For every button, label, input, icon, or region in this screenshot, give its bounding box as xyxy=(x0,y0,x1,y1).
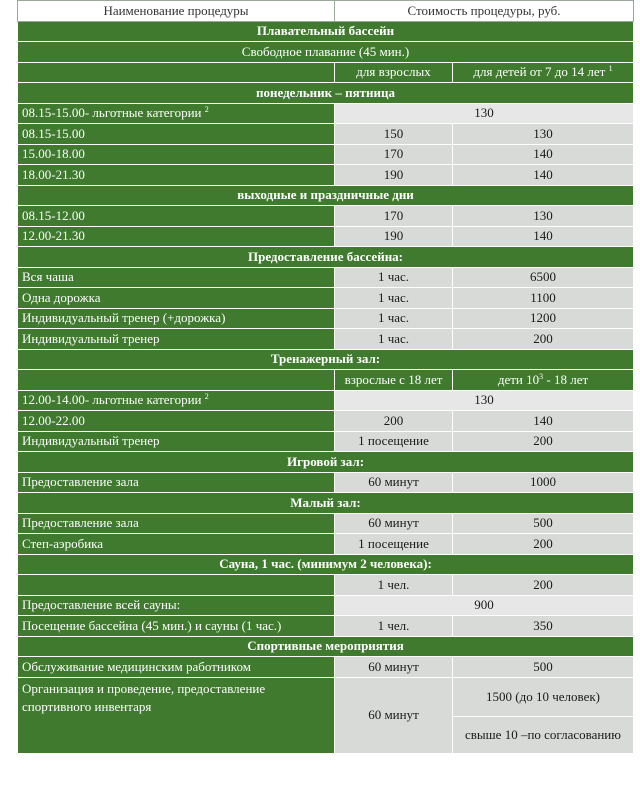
row-price: 200 xyxy=(453,329,634,350)
row-unit: 1 чел. xyxy=(335,575,453,596)
row-unit: 1 час. xyxy=(335,288,453,309)
row-price: 1000 xyxy=(453,472,634,493)
row-price-note: свыше 10 –по согласованию xyxy=(453,716,634,753)
table-row xyxy=(18,575,634,596)
table-row xyxy=(18,513,634,534)
section-row xyxy=(18,554,634,575)
row-unit: 1 час. xyxy=(335,308,453,329)
row-price: 1200 xyxy=(453,308,634,329)
table-row xyxy=(18,226,634,247)
row-name: Индивидуальный тренер xyxy=(18,431,335,452)
row-name: 08.15-15.00 xyxy=(18,124,335,145)
row-unit: 60 минут xyxy=(335,657,453,678)
section-title-weekend: выходные и праздничные дни xyxy=(18,185,634,206)
section-row xyxy=(18,83,634,104)
footnote-marker: 1 xyxy=(608,64,613,74)
table-row xyxy=(18,390,634,411)
table-row xyxy=(18,267,634,288)
section-title-sauna: Сауна, 1 час. (минимум 2 человека): xyxy=(18,554,634,575)
row-price-child: 130 xyxy=(453,124,634,145)
subsection-row xyxy=(18,42,634,63)
column-labels-row xyxy=(18,62,634,83)
table-row xyxy=(18,124,634,145)
row-unit: 60 минут xyxy=(335,677,453,753)
section-title-events: Спортивные мероприятия xyxy=(18,636,634,657)
table-row xyxy=(18,431,634,452)
row-name: Организация и проведение, предоставление спортивного инвентаря xyxy=(18,677,335,753)
col-label-children-b: - 18 лет xyxy=(543,371,589,387)
row-name: 12.00-21.30 xyxy=(18,226,335,247)
section-title-small-hall: Малый зал: xyxy=(18,493,634,514)
column-labels-row xyxy=(18,370,634,391)
section-title-game-hall: Игровой зал: xyxy=(18,452,634,473)
section-row xyxy=(18,636,634,657)
row-unit: 1 посещение xyxy=(335,534,453,555)
row-price: 130 xyxy=(335,390,634,411)
col-label-children xyxy=(453,370,634,391)
table-row xyxy=(18,616,634,637)
table-header-row xyxy=(18,1,634,22)
row-price: 6500 xyxy=(453,267,634,288)
table-row xyxy=(18,165,634,186)
row-unit: 1 час. xyxy=(335,329,453,350)
row-name: 15.00-18.00 xyxy=(18,144,335,165)
table-row xyxy=(18,206,634,227)
table-row xyxy=(18,308,634,329)
section-row xyxy=(18,493,634,514)
col-label-children-text: для детей от 7 до 14 лет xyxy=(473,64,606,80)
row-price: 350 xyxy=(453,616,634,637)
table-row xyxy=(18,288,634,309)
table-row xyxy=(18,595,634,616)
row-name: Степ-аэробика xyxy=(18,534,335,555)
section-title-gym: Тренажерный зал: xyxy=(18,349,634,370)
row-price-child: 140 xyxy=(453,411,634,432)
row-name: Предоставление зала xyxy=(18,513,335,534)
section-row xyxy=(18,247,634,268)
row-unit: 60 минут xyxy=(335,472,453,493)
row-price: 900 xyxy=(335,595,634,616)
row-price-adult: 200 xyxy=(335,411,453,432)
table-row xyxy=(18,472,634,493)
row-price: 200 xyxy=(453,575,634,596)
price-table xyxy=(17,0,634,754)
row-name: Предоставление зала xyxy=(18,472,335,493)
col-label-adults: для взрослых xyxy=(335,62,453,83)
footnote-marker: 2 xyxy=(204,105,209,115)
row-name xyxy=(18,575,335,596)
row-price-adult: 190 xyxy=(335,226,453,247)
empty-cell xyxy=(18,370,335,391)
row-name: 08.15-12.00 xyxy=(18,206,335,227)
table-row xyxy=(18,657,634,678)
col-label-adults: взрослые с 18 лет xyxy=(335,370,453,391)
row-name: Индивидуальный тренер xyxy=(18,329,335,350)
row-name: 18.00-21.30 xyxy=(18,165,335,186)
section-title-weekdays: понедельник – пятница xyxy=(18,83,634,104)
footnote-marker: 3 xyxy=(539,371,544,381)
table-row xyxy=(18,103,634,124)
row-price: 500 xyxy=(453,657,634,678)
row-name: Одна дорожка xyxy=(18,288,335,309)
section-row xyxy=(18,21,634,42)
header-procedure-name: Наименование процедуры xyxy=(18,1,335,22)
row-name: Предоставление всей сауны: xyxy=(18,595,335,616)
row-name: Обслуживание медицинским работником xyxy=(18,657,335,678)
section-row xyxy=(18,185,634,206)
row-price: 130 xyxy=(335,103,634,124)
table-row xyxy=(18,677,634,716)
row-name: Вся чаша xyxy=(18,267,335,288)
table-row xyxy=(18,534,634,555)
row-price-adult: 150 xyxy=(335,124,453,145)
col-label-children xyxy=(453,62,634,83)
row-price-adult: 190 xyxy=(335,165,453,186)
row-name: Индивидуальный тренер (+дорожка) xyxy=(18,308,335,329)
row-unit: 1 посещение xyxy=(335,431,453,452)
row-price-child: 130 xyxy=(453,206,634,227)
row-name: Посещение бассейна (45 мин.) и сауны (1 час.) xyxy=(18,616,335,637)
row-unit: 1 час. xyxy=(335,267,453,288)
table-row xyxy=(18,144,634,165)
section-title-pool-rent: Предоставление бассейна: xyxy=(18,247,634,268)
section-title-pool: Плавательный бассейн xyxy=(18,21,634,42)
row-price-adult: 170 xyxy=(335,144,453,165)
row-price-adult: 170 xyxy=(335,206,453,227)
subsection-free-swim: Свободное плавание (45 мин.) xyxy=(18,42,634,63)
row-price-child: 200 xyxy=(453,431,634,452)
row-name xyxy=(18,390,335,411)
row-price-child: 140 xyxy=(453,226,634,247)
footnote-marker: 2 xyxy=(204,392,209,402)
section-row xyxy=(18,349,634,370)
row-price: 200 xyxy=(453,534,634,555)
empty-cell xyxy=(18,62,335,83)
header-procedure-cost: Стоимость процедуры, руб. xyxy=(335,1,634,22)
col-label-children-a: дети 10 xyxy=(497,371,540,387)
table-row xyxy=(18,411,634,432)
row-price: 1500 (до 10 человек) xyxy=(453,677,634,716)
table-row xyxy=(18,329,634,350)
row-name-text: 08.15-15.00- льготные категории xyxy=(22,105,202,121)
row-price-child: 140 xyxy=(453,165,634,186)
row-unit: 60 минут xyxy=(335,513,453,534)
row-name: 12.00-22.00 xyxy=(18,411,335,432)
row-price: 500 xyxy=(453,513,634,534)
row-name-text: 12.00-14.00- льготные категории xyxy=(22,392,202,408)
row-price: 1100 xyxy=(453,288,634,309)
row-unit: 1 чел. xyxy=(335,616,453,637)
row-name xyxy=(18,103,335,124)
row-price-child: 140 xyxy=(453,144,634,165)
section-row xyxy=(18,452,634,473)
